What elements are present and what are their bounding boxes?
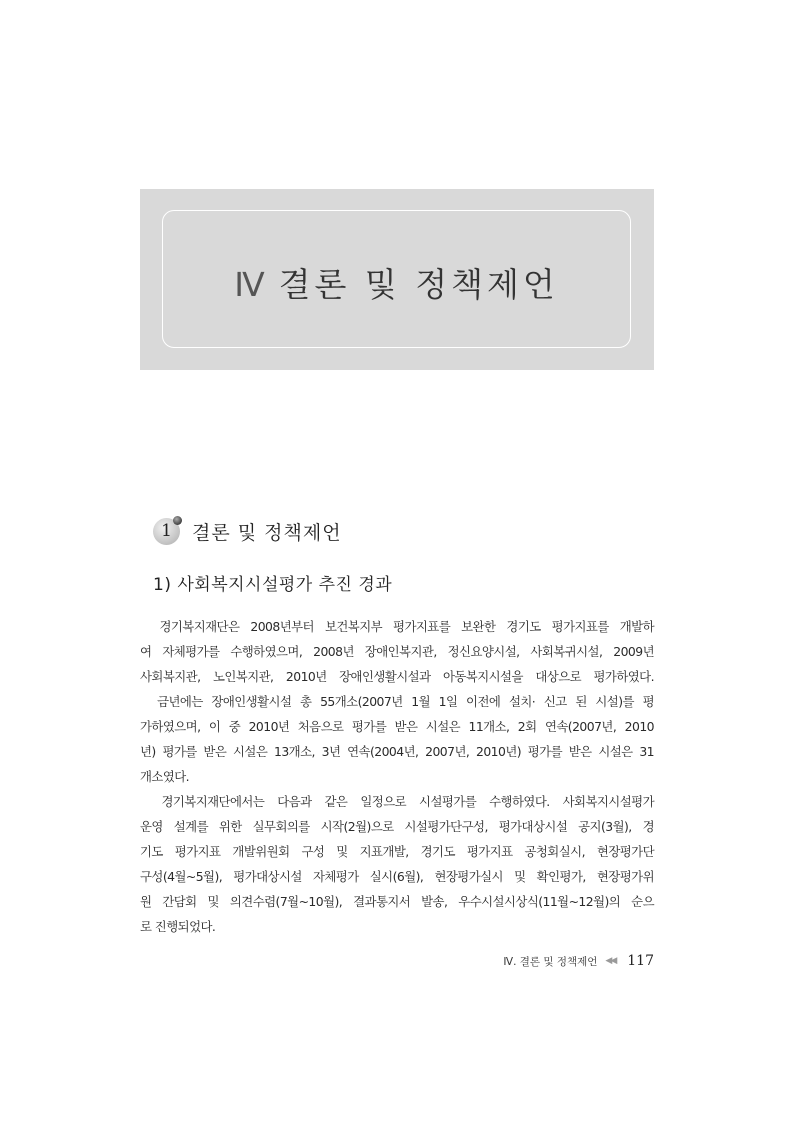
body-line: 여 자체평가를 수행하였으며, 2008년 장애인복지관, 정신요양시설, 사회복귀시설, 2009년 <box>140 644 654 659</box>
chapter-title-text: 결론 및 정책제언 <box>278 265 559 304</box>
body-line: 구성(4월~5월), 평가대상시설 자체평가 실시(6월), 현장평가실시 및 확인평가, 현장평가위 <box>140 869 654 884</box>
page-number: 117 <box>627 953 654 969</box>
body-line: 개소였다. <box>140 769 190 784</box>
subsection-title: 1) 사회복지시설평가 추진 경과 <box>153 575 393 595</box>
body-line: 가하였으며, 이 중 2010년 처음으로 평가를 받은 시설은 11개소, 2회 연속(2007년, 2010 <box>140 719 654 734</box>
section-number: 1 <box>161 521 172 541</box>
footer-chapter-label: Ⅳ. 결론 및 정책제언 <box>503 955 598 968</box>
badge-dot-icon <box>173 516 182 525</box>
body-line: 금년에는 장애인생활시설 총 55개소(2007년 1월 1일 이전에 설치· 신고 된 시설)를 평 <box>140 694 654 709</box>
chapter-number: Ⅳ <box>234 265 265 304</box>
chapter-title <box>163 259 630 306</box>
body-text <box>140 614 654 939</box>
body-line: 경기복지재단은 2008년부터 보건복지부 평가지표를 보완한 경기도 평가지표를 개발하 <box>140 619 654 634</box>
section-number-badge <box>153 518 180 545</box>
page-footer <box>503 953 654 969</box>
section-heading <box>153 514 342 548</box>
body-line: 운영 설계를 위한 실무회의를 시작(2월)으로 시설평가단구성, 평가대상시설 공지(3월), 경 <box>140 819 654 834</box>
body-line: 경기복지재단에서는 다음과 같은 일정으로 시설평가를 수행하였다. 사회복지시설평가 <box>140 794 654 809</box>
body-line: 년) 평가를 받은 시설은 13개소, 3년 연속(2004년, 2007년, 2010년) 평가를 받은 시설은 31 <box>140 744 654 759</box>
body-line: 사회복지관, 노인복지관, 2010년 장애인생활시설과 아동복지시설을 대상으로 평가하였다. <box>140 669 654 684</box>
body-line: 기도 평가지표 개발위원회 구성 및 지표개발, 경기도 평가지표 공청회실시, 현장평가단 <box>140 844 654 859</box>
chapter-title-box <box>162 210 631 348</box>
body-line: 로 진행되었다. <box>140 919 216 934</box>
double-arrow-left-icon: ◀◀ <box>605 956 616 966</box>
section-title: 결론 및 정책제언 <box>192 521 342 544</box>
body-line: 원 간담회 및 의견수렴(7월~10월), 결과통지서 발송, 우수시설시상식(11월~12월)의 순으 <box>140 894 654 909</box>
